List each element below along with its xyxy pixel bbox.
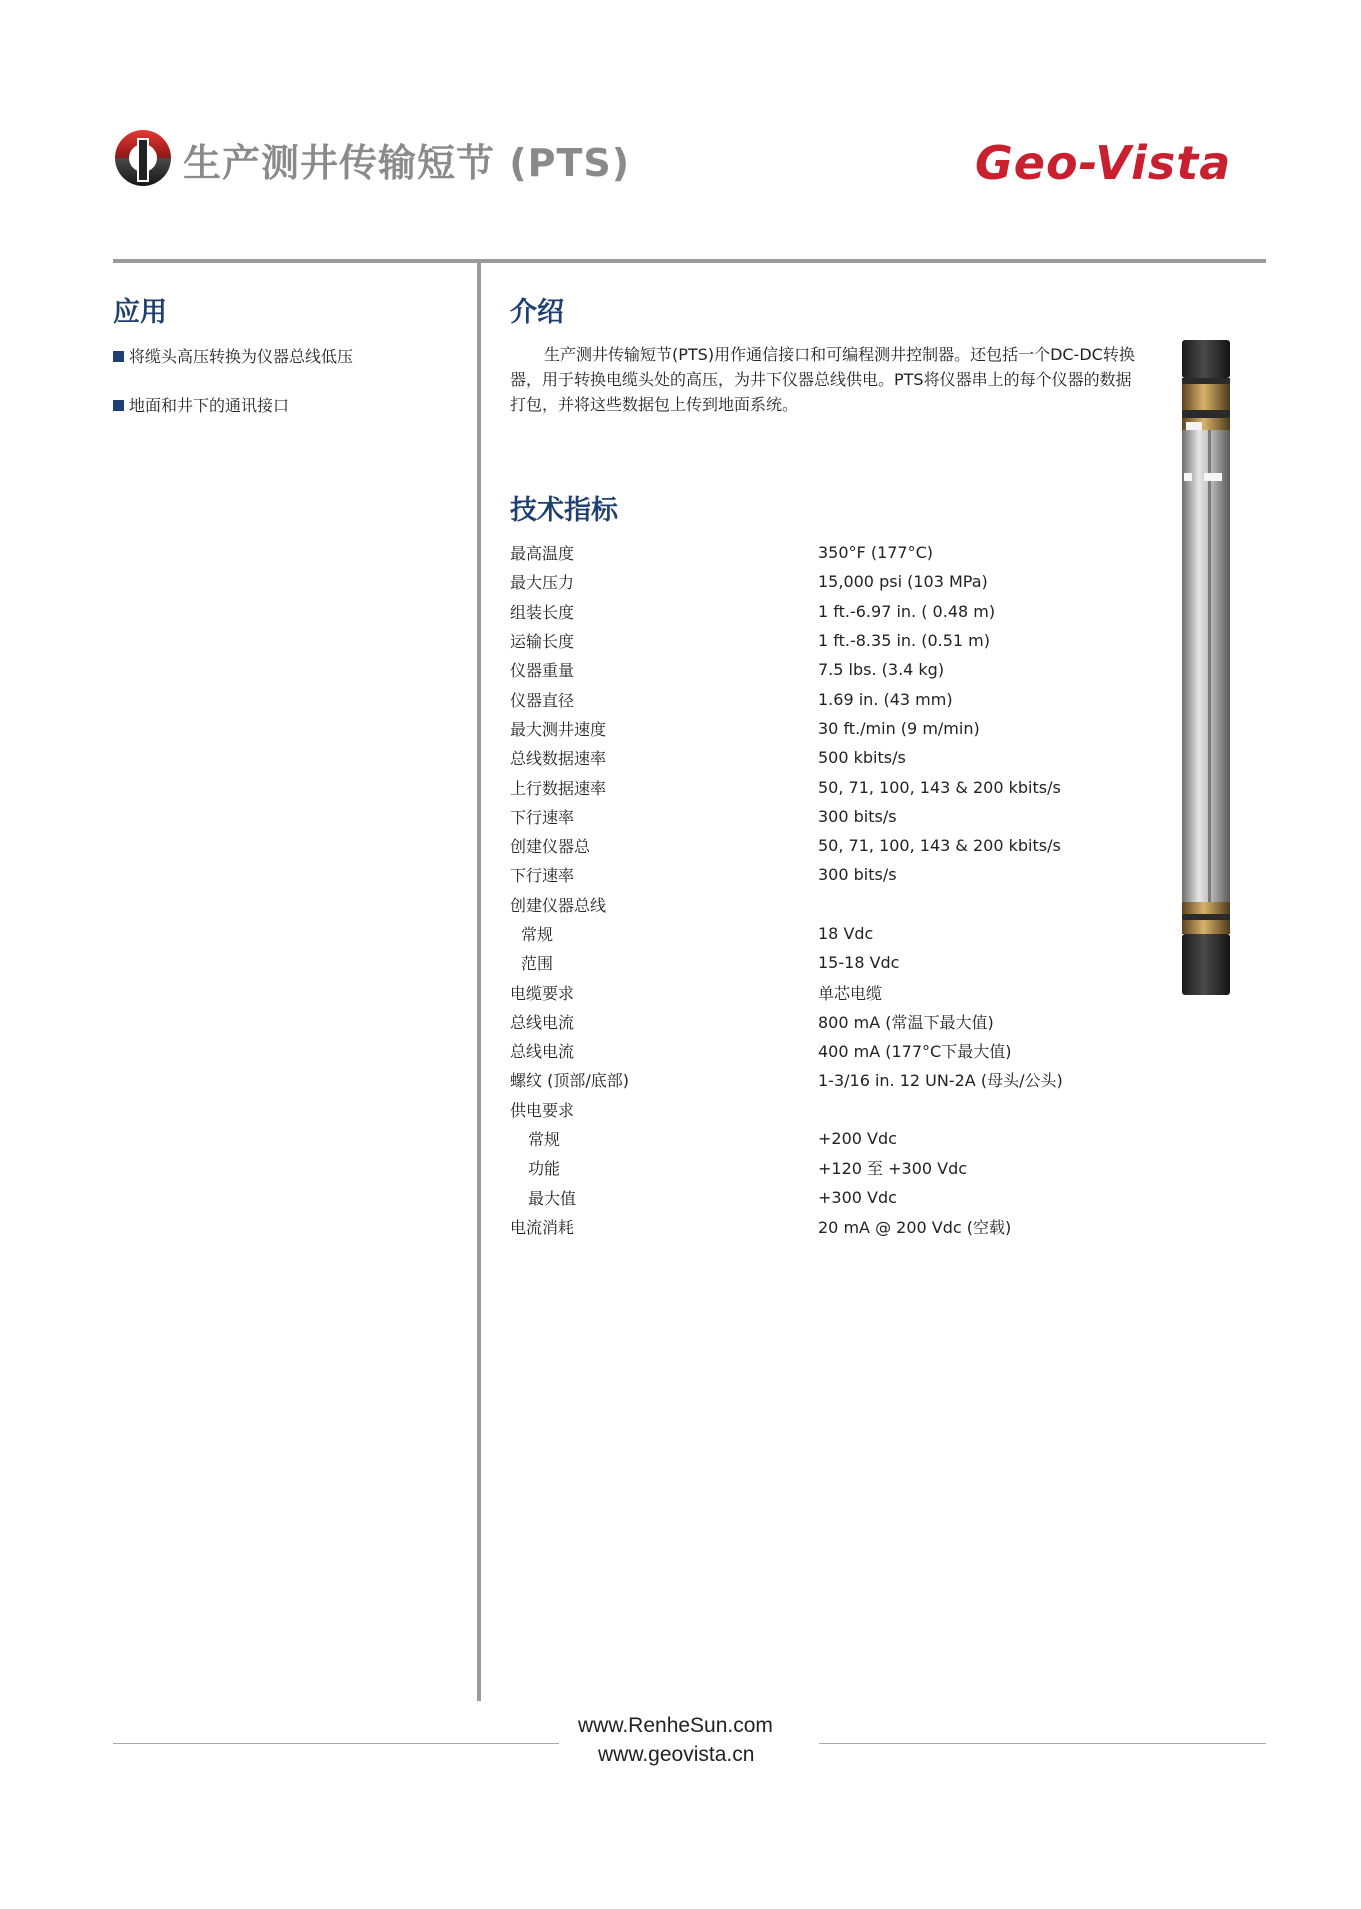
spec-label: 创建仪器总线 — [510, 895, 607, 915]
spec-row — [510, 626, 1130, 655]
specifications-heading: 技术指标 — [510, 495, 618, 526]
spec-value: +120 至 +300 Vdc — [818, 1159, 968, 1179]
spec-row — [510, 684, 1130, 713]
spec-label: 最大值 — [528, 1188, 577, 1208]
square-bullet-icon — [113, 400, 124, 411]
brand-logo-text: Geo-Vista — [975, 136, 1232, 190]
spec-value: 500 kbits/s — [818, 748, 906, 768]
column-divider — [477, 259, 481, 1701]
spec-label: 总线电流 — [510, 1012, 575, 1032]
spec-row — [510, 860, 1130, 889]
introduction-paragraph: 生产测井传输短节(PTS)用作通信接口和可编程测井控制器。还包括一个DC-DC转换器，用于转换电缆头处的高压，为井下仪器总线供电。PTS将仪器串上的每个仪器的数据打包，并将这些数据包上传到地面系统。 — [510, 345, 1135, 414]
spec-label: 电缆要求 — [510, 983, 575, 1003]
spec-row — [510, 919, 1130, 948]
spec-value: 1-3/16 in. 12 UN-2A (母头/公头) — [818, 1071, 1063, 1091]
spec-value: 15-18 Vdc — [818, 953, 900, 973]
spec-value: +300 Vdc — [818, 1187, 897, 1207]
spec-label: 下行速率 — [510, 866, 575, 886]
spec-label: 创建仪器总 — [510, 837, 591, 857]
spec-row — [510, 1124, 1130, 1153]
spec-row — [510, 567, 1130, 596]
spec-value: 30 ft./min (9 m/min) — [818, 718, 980, 738]
spec-label: 螺纹 (顶部/底部) — [510, 1071, 629, 1091]
spec-row — [510, 1007, 1130, 1036]
spec-row — [510, 772, 1130, 801]
document-title: 生产测井传输短节 (PTS) — [183, 141, 631, 185]
footer-website-link[interactable]: www.RenheSun.com — [578, 1714, 773, 1737]
spec-label: 仪器直径 — [510, 690, 575, 710]
spec-label: 电流消耗 — [510, 1217, 575, 1237]
spec-value: +200 Vdc — [818, 1129, 897, 1149]
spec-label: 总线数据速率 — [510, 749, 607, 769]
spec-value: 7.5 lbs. (3.4 kg) — [818, 660, 945, 680]
spec-value: 18 Vdc — [818, 924, 874, 943]
spec-value: 50, 71, 100, 143 & 200 kbits/s — [818, 836, 1061, 856]
footer-divider-left — [113, 1743, 559, 1744]
spec-row — [510, 977, 1130, 1006]
spec-label: 运输长度 — [510, 632, 575, 652]
spec-row — [510, 714, 1130, 743]
spec-label: 总线电流 — [510, 1042, 575, 1062]
spec-label: 最大测井速度 — [510, 719, 607, 739]
spec-row — [510, 802, 1130, 831]
spec-label: 下行速率 — [510, 807, 575, 827]
spec-value: 350°F (177°C) — [818, 543, 934, 563]
spec-value: 1 ft.-6.97 in. ( 0.48 m) — [818, 601, 996, 621]
spec-row — [510, 1153, 1130, 1182]
spec-row — [510, 890, 1130, 919]
spec-label: 供电要求 — [510, 1100, 575, 1120]
spec-value: 15,000 psi (103 MPa) — [818, 572, 988, 592]
spec-label: 功能 — [528, 1159, 561, 1179]
spec-value: 400 mA (177°C下最大值) — [818, 1042, 1012, 1062]
spec-row — [510, 538, 1130, 567]
footer-website-link[interactable]: www.geovista.cn — [598, 1743, 755, 1766]
spec-row — [510, 743, 1130, 772]
spec-row — [510, 1183, 1130, 1212]
spec-row — [510, 597, 1130, 626]
application-item-text: 地面和井下的通讯接口 — [129, 396, 290, 415]
square-bullet-icon — [113, 351, 124, 362]
spec-value: 20 mA @ 200 Vdc (空载) — [818, 1217, 1012, 1237]
applications-heading: 应用 — [113, 297, 167, 328]
introduction-heading: 介绍 — [510, 297, 564, 328]
spec-label: 常规 — [528, 1130, 561, 1150]
spec-value: 800 mA (常温下最大值) — [818, 1012, 994, 1032]
spec-label: 最高温度 — [510, 544, 575, 564]
specifications-table — [510, 538, 1130, 1241]
application-item — [113, 393, 289, 416]
spec-label: 最大压力 — [510, 573, 575, 593]
spec-label: 组装长度 — [510, 602, 575, 622]
spec-label: 上行数据速率 — [510, 778, 607, 798]
spec-value: 300 bits/s — [818, 806, 897, 826]
spec-row — [510, 655, 1130, 684]
application-item — [113, 344, 353, 367]
spec-value: 50, 71, 100, 143 & 200 kbits/s — [818, 777, 1061, 797]
spec-value: 300 bits/s — [818, 865, 897, 885]
spec-row — [510, 1065, 1130, 1094]
footer-divider-right — [819, 1743, 1266, 1744]
application-item-text: 将缆头高压转换为仪器总线低压 — [129, 347, 354, 366]
spec-row — [510, 1212, 1130, 1241]
company-logo-icon — [113, 128, 173, 188]
spec-label: 仪器重量 — [510, 661, 575, 681]
spec-label: 范围 — [521, 954, 554, 974]
spec-value: 单芯电缆 — [818, 983, 883, 1003]
logging-tool-image — [1182, 340, 1230, 995]
spec-row — [510, 1036, 1130, 1065]
spec-label: 常规 — [521, 925, 554, 944]
spec-row — [510, 948, 1130, 977]
spec-value: 1 ft.-8.35 in. (0.51 m) — [818, 631, 990, 651]
spec-row — [510, 831, 1130, 860]
spec-value: 1.69 in. (43 mm) — [818, 689, 953, 709]
spec-row — [510, 1095, 1130, 1124]
top-divider — [113, 259, 1266, 263]
